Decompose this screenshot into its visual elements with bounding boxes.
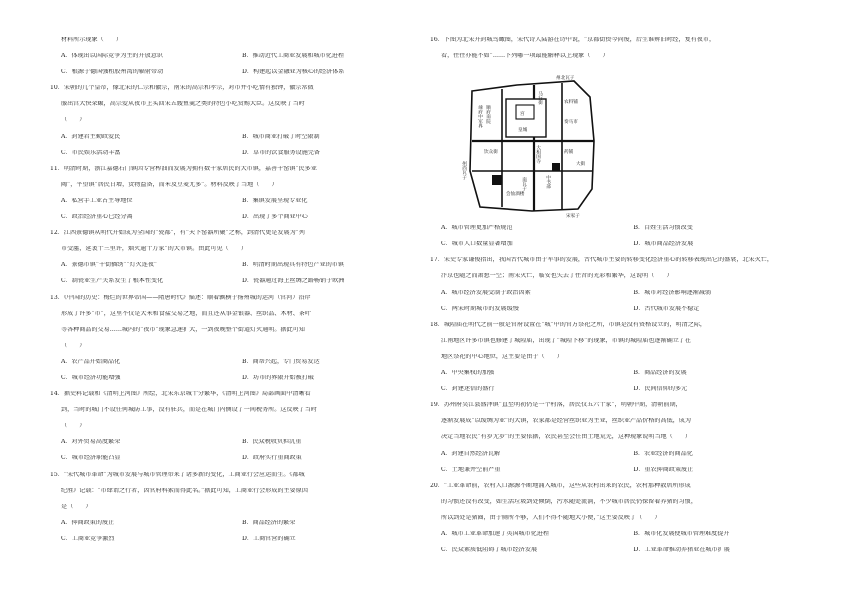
option-b: B．百姓生活习惯改变	[633, 225, 693, 232]
question-stem-line: 等各种商品的交易……城内的“夜市”现象急速扩大，一到夜晚整个街道灯火通明。据此可知	[61, 326, 305, 333]
option-b: B．城市对经济影响逐渐减弱	[633, 289, 712, 296]
question-stem-line: 汴京也随之而萧想一空；南宋灭亡，临安也失去了往昔的光彩和繁华，这说明（ ）	[441, 273, 673, 280]
question-options	[430, 225, 815, 257]
question-options	[50, 53, 412, 85]
option-b: B．商帮兴起，专门贸易发达	[242, 358, 320, 365]
question-options	[50, 439, 412, 471]
question-stem-line: 是（ ）	[61, 503, 92, 510]
option-c: C．封建迷信的盛行	[441, 386, 495, 393]
map-label-xiangguo: 大相国寺	[535, 145, 541, 164]
option-a: A．城市经济发展受制于政治因素	[441, 289, 531, 296]
question-stem-line: 地区祭祀的中心地位，这主要是由于（ ）	[441, 353, 563, 360]
question-options	[430, 290, 815, 322]
question-stem-line: 决定当地农民“有岁无岁”的主要依据，农民甚至会任由土地荒芜，这种现象说明当地（ ）	[441, 434, 691, 441]
option-b: B．明清时期出现具有特色产业的市镇	[242, 262, 344, 269]
option-c: C．民众素质低阻碍了城市经济发展	[441, 547, 538, 554]
option-b: B．农业经济的商品化	[633, 450, 693, 457]
palace-block	[516, 105, 534, 119]
question-18	[430, 322, 815, 402]
map-label-dayuan: 大街	[576, 162, 586, 168]
question-12	[50, 230, 412, 294]
option-a: A．农产品开始商品化	[61, 358, 121, 365]
kaifeng-city-map	[462, 71, 610, 221]
question-options	[50, 359, 412, 391]
option-c: C．城市人口数量显著增加	[441, 241, 513, 248]
question-stem-line: 11．明清时期，浙江嘉德石门镇因专营榨油而发展为拥有数千家居民的大市镇，嘉善千窑镇“民多业	[50, 165, 317, 172]
question-options	[50, 198, 412, 230]
map-label-west: 州西瓦子	[462, 161, 467, 180]
city-map-drawing	[462, 71, 610, 221]
option-b: B．推动近代工商业发展和城市化进程	[242, 53, 344, 60]
option-c: C．两宋时期城市的发展缓慢	[441, 305, 519, 312]
option-c: C．土地兼并空前严重	[441, 466, 501, 473]
question-14	[50, 391, 412, 471]
option-c: C．制瓷业生产关系发生了根本性变化	[61, 278, 164, 285]
map-label-yinzhong: 饮众街	[484, 150, 498, 156]
question-stem-line: 16．下图为北宋开封城鸟瞰图，宋代诗人陆游在诗中说，“京都街贽今尚废，后生谁辨旧时经，复有夜市，	[430, 37, 716, 43]
question-stem-line: 到，当时的城门不设任何城防工事，没有驻兵，而是在城门内侧设了一间税务所。这反映了当时	[61, 407, 317, 414]
question-options	[50, 520, 412, 552]
option-d: D．工商官营的确立	[242, 535, 296, 542]
question-stem-line: 纪胜》记载：“市肆谓之行者，因官府科索而得此名。”据此可知，工商业行会形成的主要原因	[61, 487, 308, 494]
left-column	[50, 37, 412, 552]
question-options	[430, 451, 815, 483]
question-stem-line: 看，往往亦能不如”……下列哪一项最能解释以上现象（ ）	[441, 53, 609, 60]
question-17	[430, 257, 815, 321]
option-b: B．商品经济的繁荣	[242, 519, 296, 526]
map-label-jiaoyu: 竦府中军界	[477, 105, 483, 129]
question-stem-line: （ ）	[61, 117, 86, 124]
question-10	[50, 85, 412, 165]
option-c: C．政治经济重心已经分离	[61, 214, 133, 221]
option-d: D．构建起以金融业为核心的经济体系	[242, 69, 345, 76]
map-label-jiuzhou: 奏马市	[564, 120, 578, 126]
option-b: B．集镇发展呈现专业化	[242, 197, 308, 204]
option-d: D．草市的饮食服务设施完备	[242, 149, 321, 156]
option-a: A．体现出以国际竞争为主的开放意识	[61, 53, 163, 60]
question-stem-line: （ ）	[61, 423, 86, 430]
option-b: B．城市化发展使城市管理难度提升	[633, 530, 730, 537]
map-label-imperial-city: 皇城	[518, 128, 528, 134]
option-d: D．工业革命推动养猪业在城市扩展	[633, 547, 730, 554]
question-options	[50, 262, 412, 294]
map-label-zhongshu: 中书部	[545, 175, 551, 189]
option-d: D．瓷器通过海上丝绸之路畅销于欧洲	[242, 278, 345, 285]
question-stem-line: 形成了许多“市”，这里不仅是大米和食盐交易之地，而且还从事金银器、丝织品、木材、茶叶	[61, 310, 311, 317]
option-b: B．商品经济的发展	[633, 370, 687, 377]
ward-block	[492, 175, 502, 185]
option-c: C．工商业竞争激烈	[61, 535, 115, 542]
map-label-songmen: 宋家子	[566, 214, 580, 220]
question-19	[430, 402, 815, 482]
question-stem-line: 13．《中国的历史：梅烂的世界帝国——隋唐时代》描述：顺着飘横于扬州城的运河（官河）沿岸	[50, 294, 311, 301]
question-stem-line: 20．“工业革命前，农村人口源源不断地涌入城市，这些从农村出来的农民，农村那种散居所形成	[430, 482, 691, 489]
question-stem-line: 18．城隍庙在明代之前一般是官府设置在“城”中的官方祭祀之所，市镇是没有资格设立的，明清之际，	[430, 321, 707, 328]
map-label-yaopu: 药铺	[564, 150, 574, 156]
question-stem-line: 逐渐发展成“以绫绸为业”的大镇，农家都是经营丝织业为主业，丝织业产品价格的高低，成为	[441, 418, 691, 425]
question-stem-line: 17．宋史专家谦俊指出，我国古代城市由于军事的发展，古代城市主要的转移变化经济重心的转移表现出它的盛衰，北宋灭亡，	[430, 257, 773, 264]
question-stem-line: 材料所示现象（ ）	[61, 37, 122, 43]
question-stem-line: 的习惯还没有改变，如生活垃圾到处倾倒，污水随处流淌，不少城市居民仍保留着养猪的习惯，	[441, 498, 697, 505]
option-c: C．城市经济职能凸显	[61, 455, 121, 462]
option-a: A．城市管理更加严格规范	[441, 225, 513, 232]
option-d: D．出现了多个商业中心	[242, 214, 308, 221]
question-stem-line: 19．苏州府吴江县盛泽镇“直至明初仍是一个村落，居民仅五六十家”，明朝中期，清朝前期，	[430, 402, 682, 409]
question-options	[430, 531, 815, 563]
question-stem-line: 服出宫大快朵颐，高宗爱从夜市上买回宋五嫂鱼羹之类的特色小吃赏赐大臣。这反映了当时	[61, 101, 305, 108]
option-a: A．封建自然经济瓦解	[441, 450, 501, 457]
question-stem-line: 14．据史料记载和《清明上河图》所绘，北宋东京城十分繁华，《清明上河图》局部画面中清晰看	[50, 391, 311, 398]
option-a: A．景德市镇“千街插绣”“灯火连夜”	[61, 262, 158, 269]
question-options	[430, 370, 815, 402]
map-label-south: 南瓦子	[521, 177, 527, 191]
map-label-top-right: 州北瓦子	[556, 76, 575, 82]
question-stem-line: 江南地区许多市镇也修建了城隍庙，出现了“城隍下移”的现象，市镇的城隍庙也逐渐确立了在	[441, 337, 691, 344]
question-20	[430, 483, 815, 563]
map-label-palace: 宫	[520, 112, 525, 118]
option-b: B．城市商业打破了时空限制	[242, 133, 320, 140]
question-options	[50, 134, 412, 166]
question-stem-line: 陶”，平望镇“居民日增，货物益备，而米及豆麦尤多”。材料反映了当地（ ）	[61, 181, 278, 188]
option-a: A．抑商政策的废止	[61, 519, 115, 526]
option-b: B．民众税收负担沉重	[242, 439, 302, 446]
option-a: A．中央集权的加强	[441, 370, 495, 377]
ward-block	[552, 163, 560, 171]
map-label-nongmou: 农料铺	[564, 100, 578, 106]
question-11	[50, 166, 412, 230]
question-15	[50, 472, 412, 552]
option-d: D．古代城市发展不稳定	[633, 305, 700, 312]
option-a: A．城市工业革命加速了英国城市化进程	[441, 530, 549, 537]
option-d: D．坊市的界限开始被打破	[242, 374, 314, 381]
option-c: C．市民娱乐活动丰富	[61, 149, 121, 156]
right-column	[430, 37, 815, 563]
question-stem-line: 10．宋朝的几个皇帝，像北宋的仁宗和徽宗，南宋的高宗和孝宗，对市井小吃情有独钟，徽宗常微	[50, 85, 314, 92]
option-a: A．私营手工业占主导地位	[61, 197, 133, 204]
question-stem-line: （ ）	[61, 342, 86, 349]
question-stem-line: 所以到处是猪圈，由于厕所不够，人们不得不随地大小便，”这主要反映了（ ）	[441, 514, 661, 521]
option-d: D．政府实行重商政策	[242, 455, 302, 462]
question-16	[430, 37, 815, 257]
map-label-jiaoyu2: 顺府南院	[485, 105, 491, 124]
question-13	[50, 295, 412, 392]
map-label-huijing: 会仙酒楼	[506, 192, 525, 198]
question-stem-line: 15．“宋代城市革命”为城市发展与城市管理带来了诸多新的变化，工商业行会应运而生。《都城	[50, 471, 305, 478]
option-c: C．根源于德国强租胶州湾的辐射带动	[61, 69, 164, 76]
option-a: A．对外贸易高度繁荣	[61, 439, 121, 446]
option-c: C．城市经济功能增强	[61, 374, 121, 381]
option-d: D．城市商品经济发展	[633, 241, 694, 248]
map-label-dragon-road: 马行街	[537, 91, 543, 105]
question-stem-line: 12．江西景德镇从明代开始成为全国的“瓷都”，有“天下窑器所聚”之称，到清代更是发展为“列	[50, 230, 305, 237]
option-d: D．民间信仰的多元	[633, 386, 688, 393]
option-a: A．封建君主勤政爱民	[61, 133, 121, 140]
question-stem-line: 市受廛，延袤十三里许，烟火逾十万家”的大市镇。由此可见（ ）	[61, 246, 247, 253]
question-9	[50, 37, 412, 85]
option-d: D．重农抑商政策废止	[633, 466, 694, 473]
